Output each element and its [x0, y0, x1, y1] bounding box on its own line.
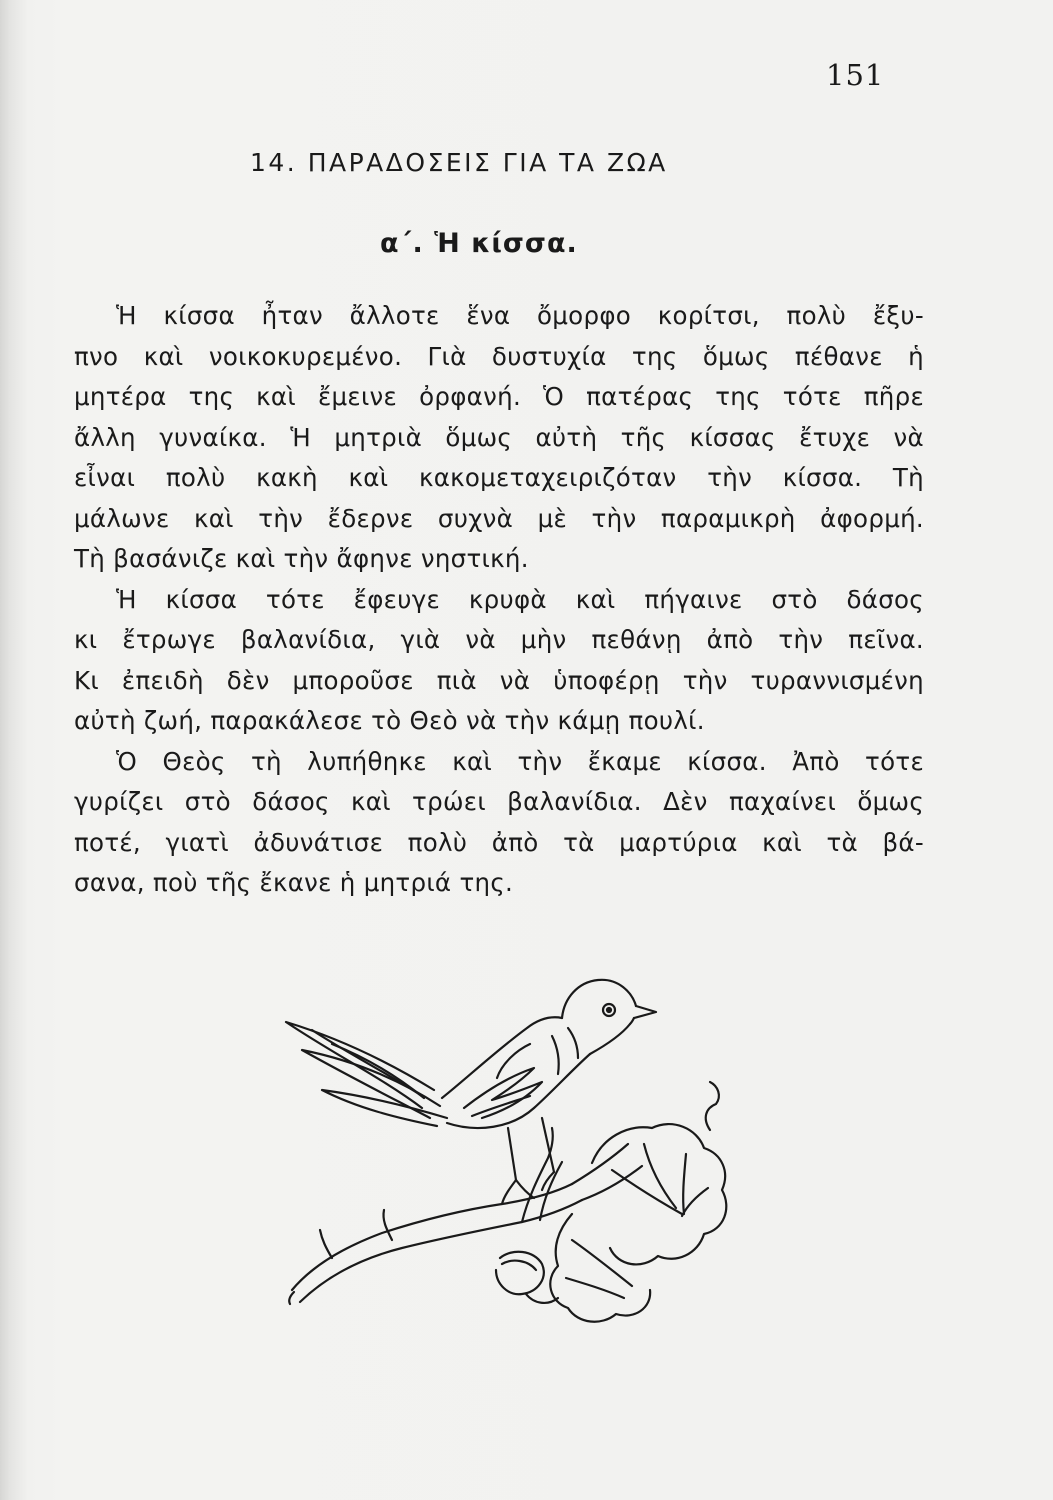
text-line: Ὁ Θεὸς τὴ λυπήθηκε καὶ τὴν ἔκαμε κίσσα. Ἀπὸ τότε: [116, 746, 924, 776]
story-text: [74, 296, 924, 904]
page-number: 151: [826, 58, 885, 92]
text-line: εἶναι πολὺ κακὴ καὶ κακομεταχειριζόταν τὴν κίσσα. Τὴ: [74, 463, 924, 492]
section-title: α΄. Ἡ κίσσα.: [380, 228, 578, 259]
text-line: γυρίζει στὸ δάσος καὶ τρώει βαλανίδια. Δὲν παχαίνει ὅμως: [74, 787, 924, 816]
text-line: αὐτὴ ζωή, παρακάλεσε τὸ Θεὸ νὰ τὴν κάμῃ πουλί.: [74, 706, 705, 735]
text-line: πνο καὶ νοικοκυρεμένο. Γιὰ δυστυχία της ὅμως πέθανε ἡ: [74, 341, 924, 371]
chapter-title: 14. ΠΑΡΑΔΟΣΕΙΣ ΓΙΑ ΤΑ ΖΩΑ: [250, 148, 668, 177]
text-line: κι ἔτρωγε βαλανίδια, γιὰ νὰ μὴν πεθάνῃ ἀπὸ τὴν πεῖνα.: [74, 625, 924, 654]
text-line: Τὴ βασάνιζε καὶ τὴν ἄφηνε νηστική.: [74, 544, 529, 573]
text-line: σανα, ποὺ τῆς ἔκανε ἡ μητριά της.: [74, 868, 514, 897]
text-line: Κι ἐπειδὴ δὲν μποροῦσε πιὰ νὰ ὑποφέρῃ τὴν τυραννισμένη: [74, 665, 924, 695]
text-line: ποτέ, γιατὶ ἀδυνάτισε πολὺ ἀπὸ τὰ μαρτύρια καὶ τὰ βά-: [74, 827, 924, 857]
text-line: Ἡ κίσσα τότε ἔφευγε κρυφὰ καὶ πήγαινε στὸ δάσος: [116, 584, 924, 614]
text-line: μάλωνε καὶ τὴν ἔδερνε συχνὰ μὲ τὴν παραμικρὴ ἀφορμή.: [74, 503, 924, 533]
text-line: Ἡ κίσσα ἦταν ἄλλοτε ἕνα ὄμορφο κορίτσι, πολὺ ἔξυ-: [116, 301, 924, 330]
magpie-drawing-icon: [272, 958, 742, 1338]
text-line: ἄλλη γυναίκα. Ἡ μητριὰ ὅμως αὐτὴ τῆς κίσσας ἔτυχε νὰ: [74, 422, 924, 452]
text-line: μητέρα της καὶ ἔμεινε ὀρφανή. Ὁ πατέρας της τότε πῆρε: [74, 382, 924, 411]
